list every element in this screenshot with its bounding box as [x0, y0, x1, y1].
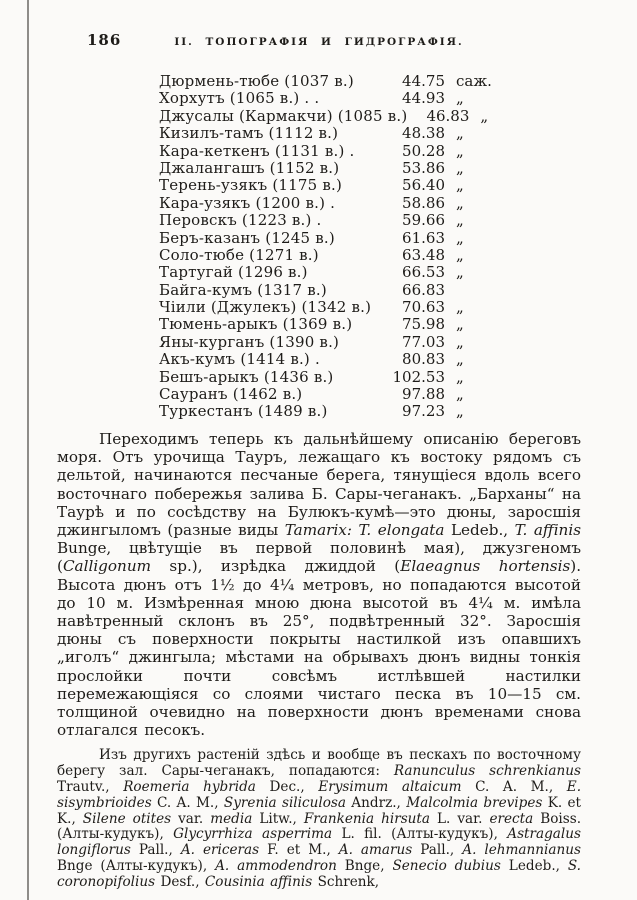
elevation-value: 44.75 [402, 72, 445, 90]
species-name: A. ammodendron [215, 858, 345, 875]
elevation-value: 75.98 [402, 315, 445, 334]
table-row [159, 125, 500, 142]
station-name: Чіили (Джулекъ) (1342 в.) [159, 298, 372, 317]
species-name: Astragalus longiflorus [57, 826, 581, 859]
station-name: Байга-кумъ (1317 в.) [159, 280, 327, 299]
species-name: A. amarus [338, 842, 421, 859]
table-row [159, 108, 500, 125]
table-row [159, 334, 500, 351]
species-name: Tamarix: T. elongata [284, 521, 451, 540]
species-name: Syrenia siliculosa [223, 794, 352, 811]
elevation-value: 50.28 [402, 141, 445, 160]
species-name: T. affinis [514, 521, 581, 540]
unit-label: „ [456, 211, 464, 230]
species-name: A. ericeras [180, 842, 268, 859]
table-row [159, 299, 500, 316]
unit-label: „ [456, 263, 464, 282]
station-name: Дюрмень-тюбе (1037 в.) [159, 72, 354, 90]
elevation-value: 70.63 [402, 298, 445, 317]
table-row [159, 73, 500, 90]
elevation-value: 63.48 [402, 245, 445, 264]
text-run: Изъ другихъ растеній здѣсь и вообще въ пескахъ по восточному берегу зал. Сары-чеганакъ, попадаются: [57, 747, 581, 780]
text-run: ). Высота дюнъ отъ 1½ до 4¼ метровъ, но попадаются высотой до 10 м. Измѣренная мною дюна высотой въ 4¼ м. имѣла навѣтренный склонъ въ 25°, подвѣтренный 32°. Заросшія дюны съ поверхности покрыты настилкой изъ опавшихъ „иголъ“ джингыла; мѣстами на обрывахъ дюнъ видны тонкія прослойки почти совсѣмъ истлѣвшей настилки перемежающіяся со слоями чистаго песка въ 10—15 см. толщиной очевидно на поверхности дюнъ временами снова отлагался песокъ. [57, 557, 582, 740]
station-name: Соло-тюбе (1271 в.) [159, 245, 319, 264]
station-name: Акъ-кумъ (1414 в.) . [159, 350, 320, 369]
unit-label: „ [480, 106, 489, 125]
text-run: Desf., [160, 873, 205, 890]
elevation-value: 66.53 [402, 263, 445, 282]
station-name: Кизилъ-тамъ (1112 в.) [159, 124, 339, 143]
station-name: Перовскъ (1223 в.) . [159, 211, 322, 230]
species-name: Silene otites [82, 810, 179, 827]
text-run: K. et K., [57, 794, 582, 827]
text-run: Litw., [259, 810, 304, 827]
species-name: Calligonum [62, 557, 170, 576]
elevation-table [159, 73, 500, 421]
table-row [159, 264, 500, 281]
station-name: Яны-курганъ (1390 в.) [159, 332, 340, 351]
text-run: Pall., [420, 842, 463, 859]
unit-label: „ [456, 89, 464, 108]
elevation-value: 59.66 [402, 211, 445, 230]
text-run: Dec., [269, 779, 319, 796]
table-row [159, 90, 500, 107]
unit-label: саж. [456, 72, 492, 90]
elevation-value: 53.86 [402, 158, 445, 177]
species-name: E. sisymbrioides [57, 779, 582, 811]
station-name: Туркестанъ (1489 в.) [159, 402, 328, 421]
elevation-value: 58.86 [402, 193, 445, 212]
table-row [159, 195, 500, 212]
body-paragraphs [57, 430, 581, 891]
text-run: Ledeb., [508, 858, 568, 875]
paragraph [57, 748, 581, 890]
species-name: Frankenia hirsuta [303, 810, 437, 827]
station-name: Кара-узякъ (1200 в.) . [159, 193, 336, 212]
station-name: Хорхутъ (1065 в.) . . [159, 89, 320, 108]
elevation-value: 97.88 [402, 385, 445, 404]
unit-label: „ [456, 124, 464, 143]
elevation-value: 61.63 [402, 228, 445, 247]
unit-label: „ [456, 367, 464, 386]
text-run: Ledeb., [450, 521, 515, 540]
species-name: media [210, 810, 260, 827]
species-name: Malcolmia brevipes [406, 794, 548, 811]
table-row [159, 403, 500, 420]
table-row [159, 282, 500, 299]
table-row [159, 160, 500, 177]
text-run: Переходимъ теперь къ дальнѣйшему описанію береговъ моря. Отъ урочища Тауръ, лежащаго къ востоку рядомъ съ дельтой, начинаются песчаные берега, тянущіеся вдоль всего восточнаго побережья залива Б. Сары-чеганакъ. „Барханы“ на Таурѣ и по сосѣдству на Булюкъ-кумѣ—это дюны, заросшія джингыломъ (разные виды [57, 430, 581, 540]
station-name: Джусалы (Кармакчи) (1085 в.) [159, 106, 408, 125]
text-run: C. A. M., [157, 794, 224, 811]
elevation-value: 77.03 [402, 332, 445, 351]
text-run: Pall., [138, 842, 181, 859]
unit-label: „ [456, 350, 464, 369]
unit-label: „ [456, 176, 464, 195]
unit-label: „ [456, 298, 464, 317]
elevation-value: 46.83 [426, 106, 470, 125]
text-run: Boiss. (Алты-кудукъ), [57, 810, 582, 843]
text-run: Bnge, [344, 858, 393, 875]
species-name: Elaeagnus hortensis [400, 557, 571, 576]
unit-label: „ [456, 141, 464, 160]
table-row [159, 212, 500, 229]
text-run: Trautv., [57, 779, 124, 796]
paragraph [57, 430, 581, 739]
text-run: F. et M., [267, 842, 339, 859]
elevation-value: 44.93 [402, 89, 445, 108]
unit-label: „ [456, 315, 464, 334]
station-name: Терень-узякъ (1175 в.) [159, 176, 343, 195]
text-run: Schrenk, [317, 873, 380, 890]
elevation-value: 66.83 [402, 280, 445, 299]
table-row [159, 230, 500, 247]
page-number: 186 [87, 31, 122, 49]
unit-label: „ [456, 245, 464, 264]
species-name: S. coronopifolius [57, 858, 582, 890]
elevation-value: 80.83 [402, 350, 445, 369]
station-name: Бешъ-арыкъ (1436 в.) [159, 367, 334, 386]
table-row [159, 316, 500, 333]
species-name: Glycyrrhiza asperrima [173, 826, 342, 843]
text-run: L. fil. (Алты-кудукъ), [341, 826, 508, 843]
station-name: Джалангашъ (1152 в.) [159, 158, 340, 177]
species-name: Senecio dubius [392, 858, 509, 875]
text-run: L. var. [437, 810, 490, 827]
text-run: sp.), изрѣдка джиддой ( [169, 557, 401, 576]
running-header: II. ТОПОГРАФІЯ И ГИДРОГРАФІЯ. [174, 36, 464, 48]
table-row [159, 177, 500, 194]
elevation-value: 56.40 [402, 176, 445, 195]
page-edge-line [27, 0, 29, 900]
station-name: Тартугай (1296 в.) [159, 263, 308, 282]
unit-label: „ [456, 402, 464, 421]
text-run: Bunge, цвѣтущіе въ первой половинѣ мая), джузгеномъ ( [57, 539, 581, 576]
elevation-value: 102.53 [392, 367, 445, 386]
species-name: Ranunculus schrenkianus [393, 763, 581, 780]
table-row [159, 351, 500, 368]
unit-label: „ [456, 228, 464, 247]
table-row [159, 247, 500, 264]
unit-label: „ [456, 332, 464, 351]
text-run: Bnge (Алты-кудукъ), [57, 858, 216, 875]
species-name: Erysimum altaicum [318, 779, 476, 796]
text-run: var. [178, 810, 211, 827]
table-row [159, 369, 500, 386]
station-name: Сауранъ (1462 в.) [159, 385, 303, 404]
unit-label: „ [456, 385, 464, 404]
species-name: A. lehmannianus [462, 842, 581, 859]
station-name: Тюмень-арыкъ (1369 в.) [159, 315, 353, 334]
table-row [159, 386, 500, 403]
species-name: Roemeria hybrida [123, 779, 270, 796]
species-name: Cousinia affinis [204, 873, 318, 890]
station-name: Беръ-казанъ (1245 в.) [159, 228, 335, 247]
text-run: Andrz., [351, 794, 407, 811]
unit-label: „ [456, 158, 464, 177]
elevation-value: 97.23 [402, 402, 445, 421]
unit-label: „ [456, 193, 464, 212]
elevation-value: 48.38 [402, 124, 445, 143]
text-run: C. A. M., [475, 779, 567, 796]
table-row [159, 143, 500, 160]
station-name: Кара-кеткенъ (1131 в.) . [159, 141, 355, 160]
species-name: erecta [489, 810, 541, 827]
